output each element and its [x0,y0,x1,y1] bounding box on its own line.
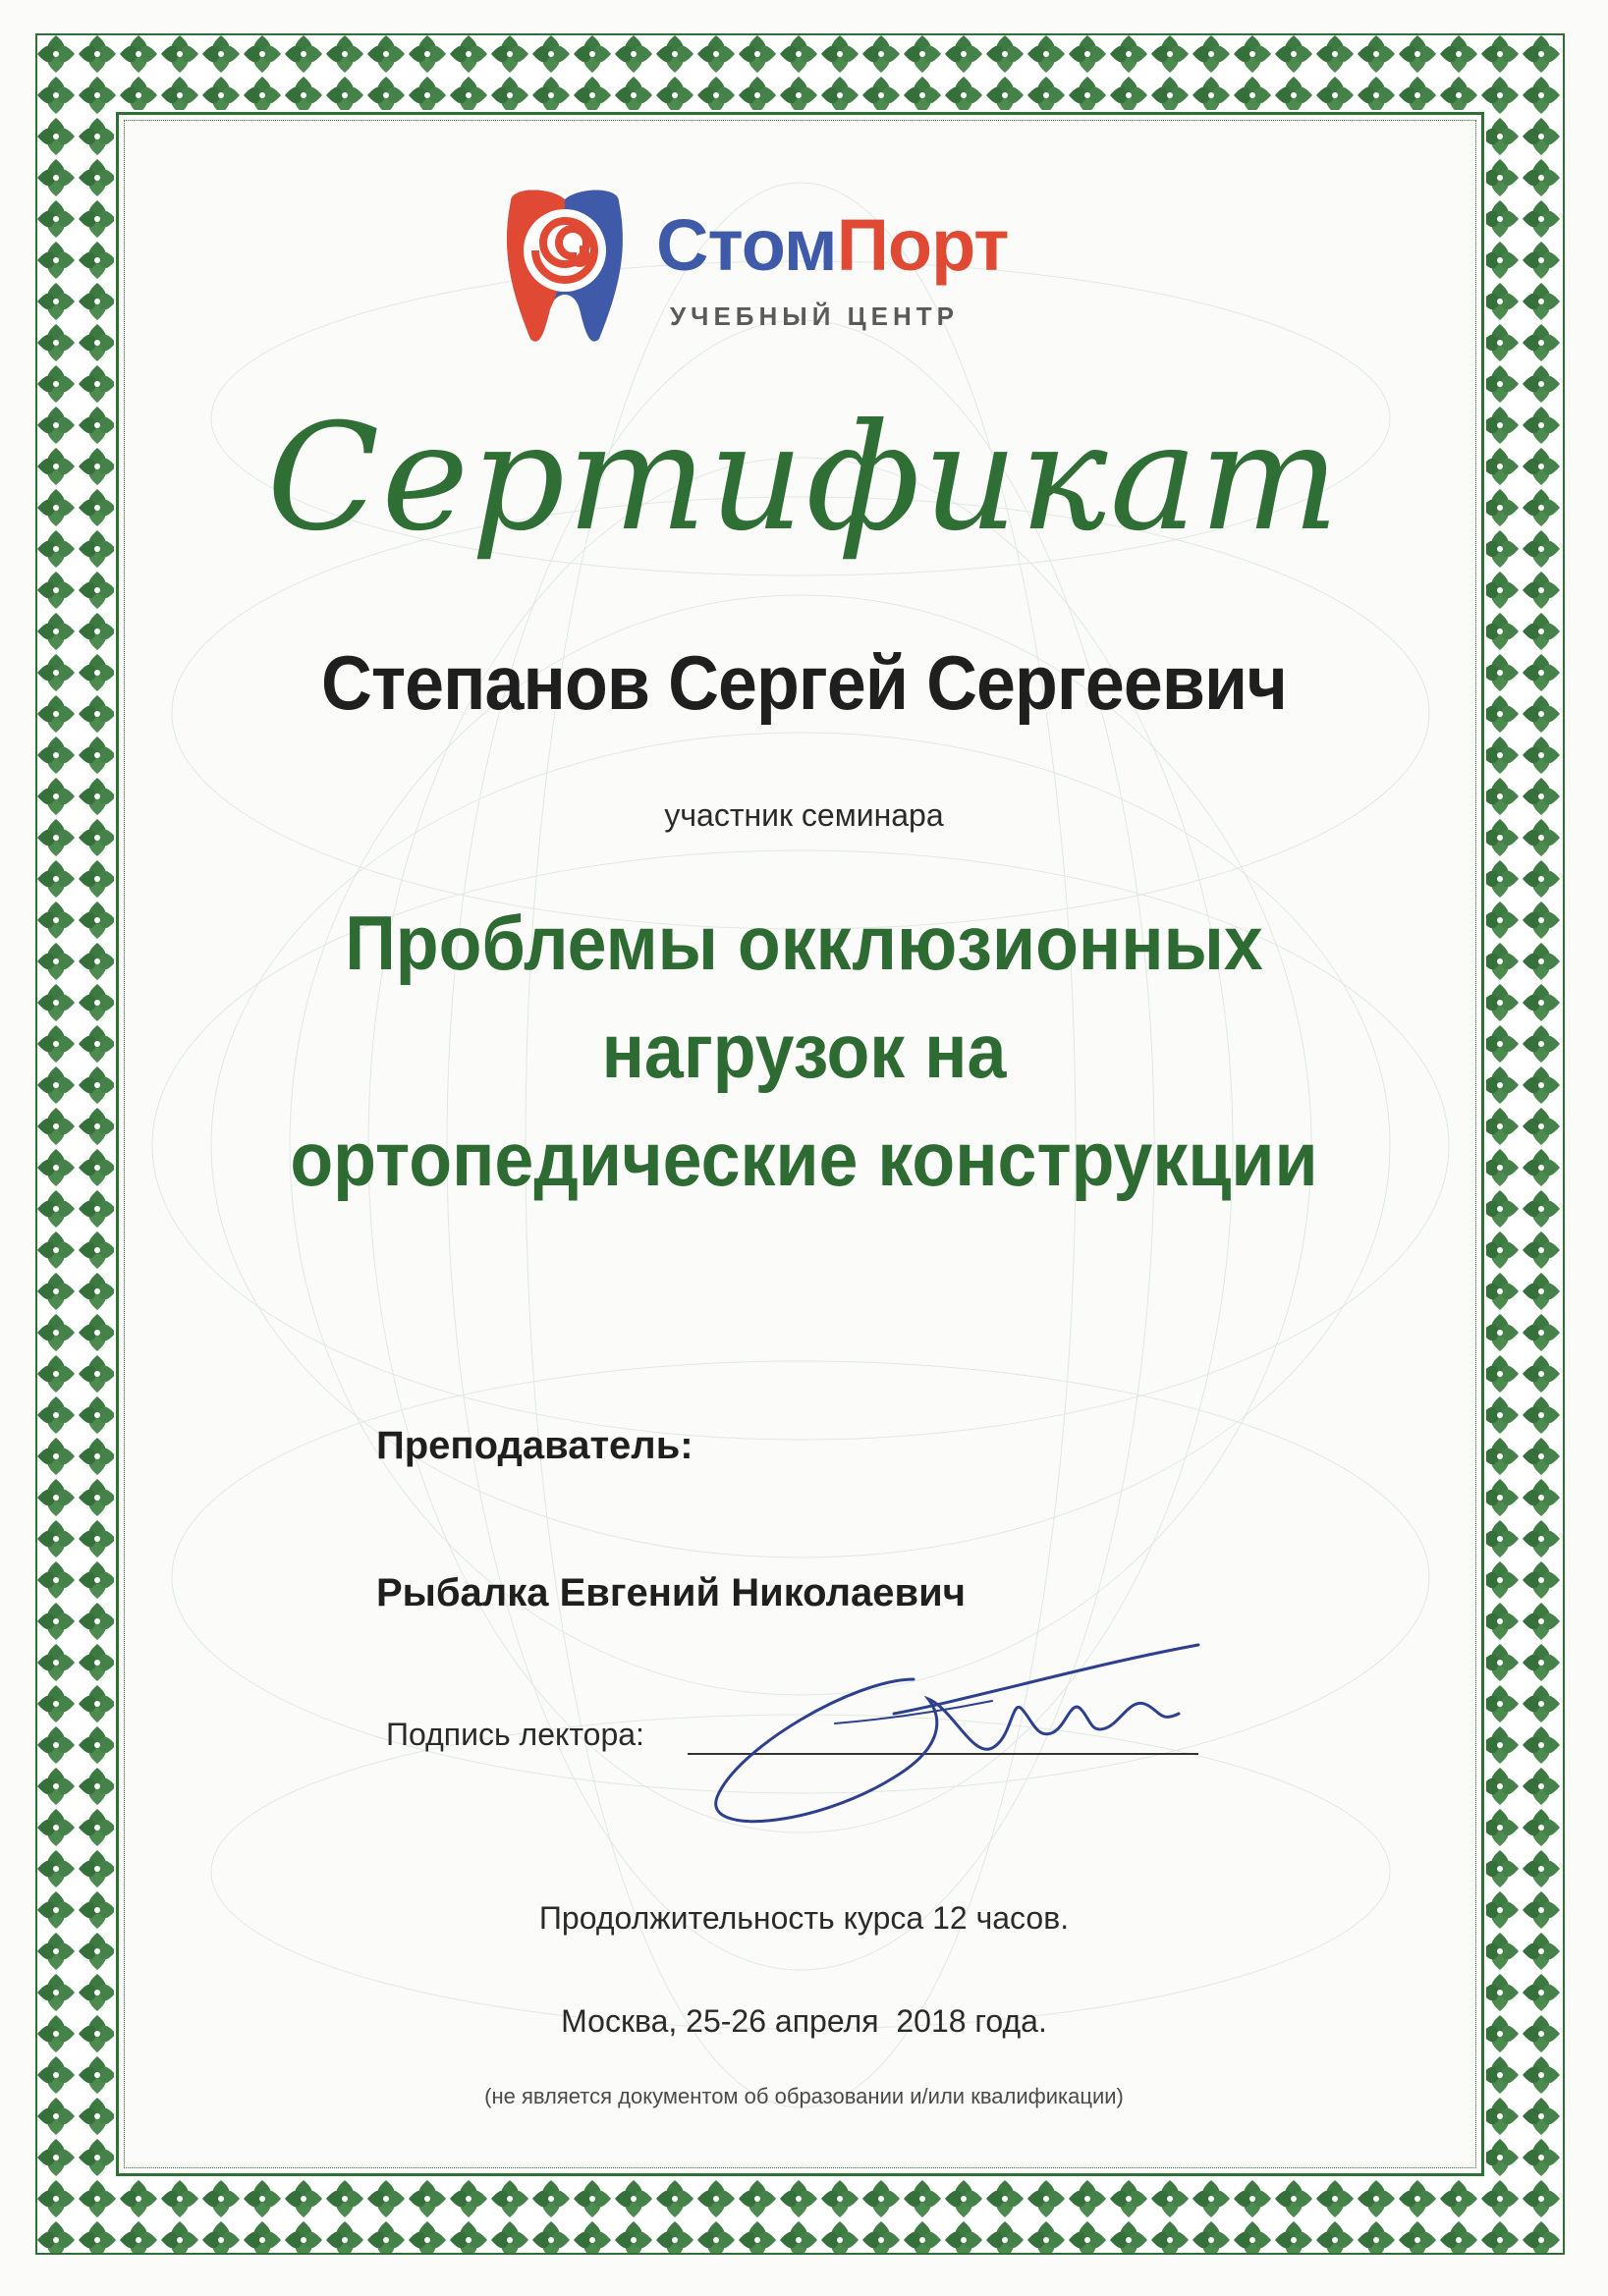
logo-name-part2: Порт [836,204,1009,286]
recipient-name: Степанов Сергей Сергеевич [321,639,1287,726]
seminar-title-line: Проблемы окклюзионных [345,900,1263,986]
disclaimer-note: (не является документом об образовании и/или квалификации) [484,2084,1124,2108]
place-and-date: Москва, 25-26 апреля 2018 года. [561,2003,1047,2039]
seminar-title-line: ортопедические конструкции [290,1116,1318,1202]
tooth-spiral-logo-icon [491,182,638,349]
certificate-title: Сертификат [266,393,1342,564]
teacher-name: Рыбалка Евгений Николаевич [376,1571,966,1614]
participant-label: участник семинара [664,797,944,833]
seminar-title [64,889,1543,1213]
logo-subtitle: УЧЕБНЫЙ ЦЕНТР [670,301,959,331]
logo-name-part1: Стом [656,204,837,286]
stomport-logo [491,182,1139,349]
signature-label: Подпись лектора: [386,1717,644,1752]
teacher-label: Преподаватель: [376,1424,693,1467]
course-duration: Продолжительность курса 12 часов. [538,1900,1070,1936]
seminar-title-line: нагрузок на [601,1008,1007,1094]
handwritten-signature [697,1640,1208,1846]
logo-wordmark [656,203,1009,287]
